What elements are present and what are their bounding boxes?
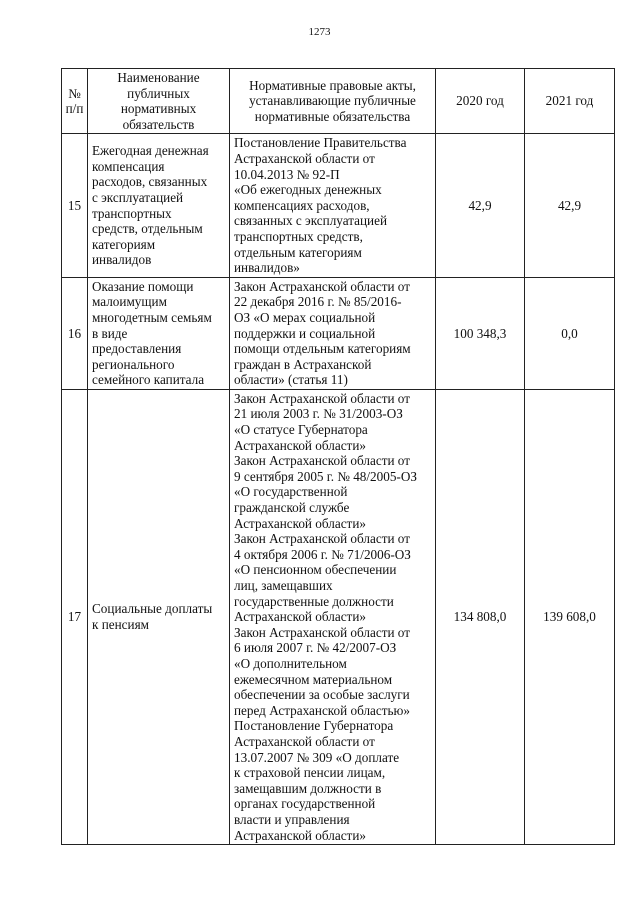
legal-act-line: Постановление Губернатора <box>234 718 394 734</box>
legal-act-line: обеспечении за особые заслуги <box>234 687 410 703</box>
legal-act-line: 22 декабря 2016 г. № 85/2016- <box>234 294 402 310</box>
header-num <box>62 69 88 134</box>
row-number: 15 <box>62 134 88 277</box>
legal-act-line: 4 октября 2006 г. № 71/2006-ОЗ <box>234 546 411 562</box>
header-acts-line: Нормативные правовые акты, <box>249 77 416 93</box>
legal-act-line: Астраханской области» <box>234 515 366 531</box>
obligation-name-line: к пенсиям <box>92 616 149 632</box>
legal-act-line: Астраханской области от <box>234 733 375 749</box>
obligation-name-line: Ежегодная денежная <box>92 143 209 159</box>
legal-act-line: 9 сентября 2005 г. № 48/2005-ОЗ <box>234 468 417 484</box>
legal-act-line: Астраханской области» <box>234 827 366 843</box>
legal-act-line: связанных с эксплуатацией <box>234 213 388 229</box>
obligation-name-line: транспортных <box>92 205 172 221</box>
obligation-name-line: категориям <box>92 236 156 252</box>
obligation-name <box>88 134 230 277</box>
value-2020: 42,9 <box>436 134 525 277</box>
header-num-line: п/п <box>65 101 84 117</box>
header-num-line: № <box>68 85 81 101</box>
header-acts-line: устанавливающие публичные <box>249 93 416 109</box>
obligation-name <box>88 389 230 844</box>
legal-act-line: государственные должности <box>234 593 394 609</box>
header-acts <box>230 69 436 134</box>
legal-act-line: области» (статья 11) <box>234 372 348 388</box>
value-2020: 100 348,3 <box>436 277 525 389</box>
legal-act-line: граждан в Астраханской <box>234 356 372 372</box>
obligation-name-line: многодетным семьям <box>92 309 212 325</box>
legal-act-line: 21 июля 2003 г. № 31/2003-ОЗ <box>234 406 403 422</box>
legal-act-line: Астраханской области» <box>234 609 366 625</box>
legal-acts <box>230 277 436 389</box>
legal-act-line: «О государственной <box>234 484 348 500</box>
header-2020: 2020 год <box>436 69 525 134</box>
obligation-name <box>88 277 230 389</box>
obligation-name-line: инвалидов <box>92 252 152 268</box>
legal-act-line: «О пенсионном обеспечении <box>234 562 397 578</box>
legal-act-line: Закон Астраханской области от <box>234 278 410 294</box>
obligation-name-line: средств, отдельным <box>92 221 203 237</box>
row-number: 17 <box>62 389 88 844</box>
value-2021: 139 608,0 <box>525 389 615 844</box>
header-name-line: нормативных <box>120 101 197 117</box>
legal-act-line: ежемесячном материальном <box>234 671 393 687</box>
table-row <box>62 134 615 277</box>
legal-act-line: Постановление Правительства <box>234 135 407 151</box>
obligation-name-line: регионального <box>92 356 175 372</box>
legal-act-line: Астраханской области» <box>234 437 366 453</box>
legal-act-line: органах государственной <box>234 796 376 812</box>
header-name-line: публичных <box>127 85 190 101</box>
table-header-row <box>62 69 615 134</box>
legal-act-line: Астраханской области от <box>234 150 375 166</box>
value-2020: 134 808,0 <box>436 389 525 844</box>
legal-act-line: отдельным категориям <box>234 244 362 260</box>
legal-act-line: Закон Астраханской области от <box>234 453 410 469</box>
obligations-table <box>61 68 615 845</box>
obligation-name-line: малоимущим <box>92 294 167 310</box>
legal-act-line: к страховой пенсии лицам, <box>234 765 386 781</box>
obligation-name-line: Оказание помощи <box>92 278 194 294</box>
legal-act-line: ОЗ «О мерах социальной <box>234 309 376 325</box>
legal-act-line: власти и управления <box>234 811 350 827</box>
obligation-name-line: в виде <box>92 325 128 341</box>
obligation-name-line: Социальные доплаты <box>92 601 213 617</box>
legal-act-line: лиц, замещавших <box>234 578 333 593</box>
legal-act-line: «Об ежегодных денежных <box>234 182 382 198</box>
legal-act-line: 10.04.2013 № 92-П <box>234 166 340 182</box>
table-row <box>62 389 615 844</box>
legal-act-line: Закон Астраханской области от <box>234 624 410 640</box>
legal-acts <box>230 134 436 277</box>
obligation-name-line: компенсация <box>92 158 165 174</box>
legal-act-line: «О дополнительном <box>234 655 347 671</box>
legal-act-line: гражданской службе <box>234 500 350 516</box>
row-number: 16 <box>62 277 88 389</box>
header-name-line: Наименование <box>117 70 200 85</box>
table-row <box>62 277 615 389</box>
obligation-name-line: с эксплуатацией <box>92 189 184 205</box>
legal-act-line: Закон Астраханской области от <box>234 390 410 406</box>
legal-act-line: 6 июля 2007 г. № 42/2007-ОЗ <box>234 640 397 656</box>
legal-act-line: замещавшим должности в <box>234 780 382 796</box>
legal-act-line: компенсациях расходов, <box>234 197 370 213</box>
page-number: 1273 <box>308 26 331 38</box>
legal-act-line: помощи отдельным категориям <box>234 341 411 357</box>
header-acts-line: нормативные обязательства <box>254 108 411 124</box>
legal-act-line: инвалидов» <box>234 260 300 276</box>
legal-act-line: поддержки и социальной <box>234 325 376 341</box>
legal-act-line: «О статусе Губернатора <box>234 422 368 438</box>
legal-acts <box>230 389 436 844</box>
header-name <box>88 69 230 134</box>
obligation-name-line: расходов, связанных <box>92 174 208 190</box>
value-2021: 0,0 <box>525 277 615 389</box>
header-2021: 2021 год <box>525 69 615 134</box>
legal-act-line: Закон Астраханской области от <box>234 531 410 547</box>
legal-act-line: транспортных средств, <box>234 228 363 244</box>
value-2021: 42,9 <box>525 134 615 277</box>
obligation-name-line: семейного капитала <box>92 372 205 388</box>
obligation-name-line: предоставления <box>92 341 182 357</box>
header-name-line: обязательств <box>122 116 195 132</box>
legal-act-line: 13.07.2007 № 309 «О доплате <box>234 749 400 765</box>
legal-act-line: перед Астраханской областью» <box>234 702 410 718</box>
